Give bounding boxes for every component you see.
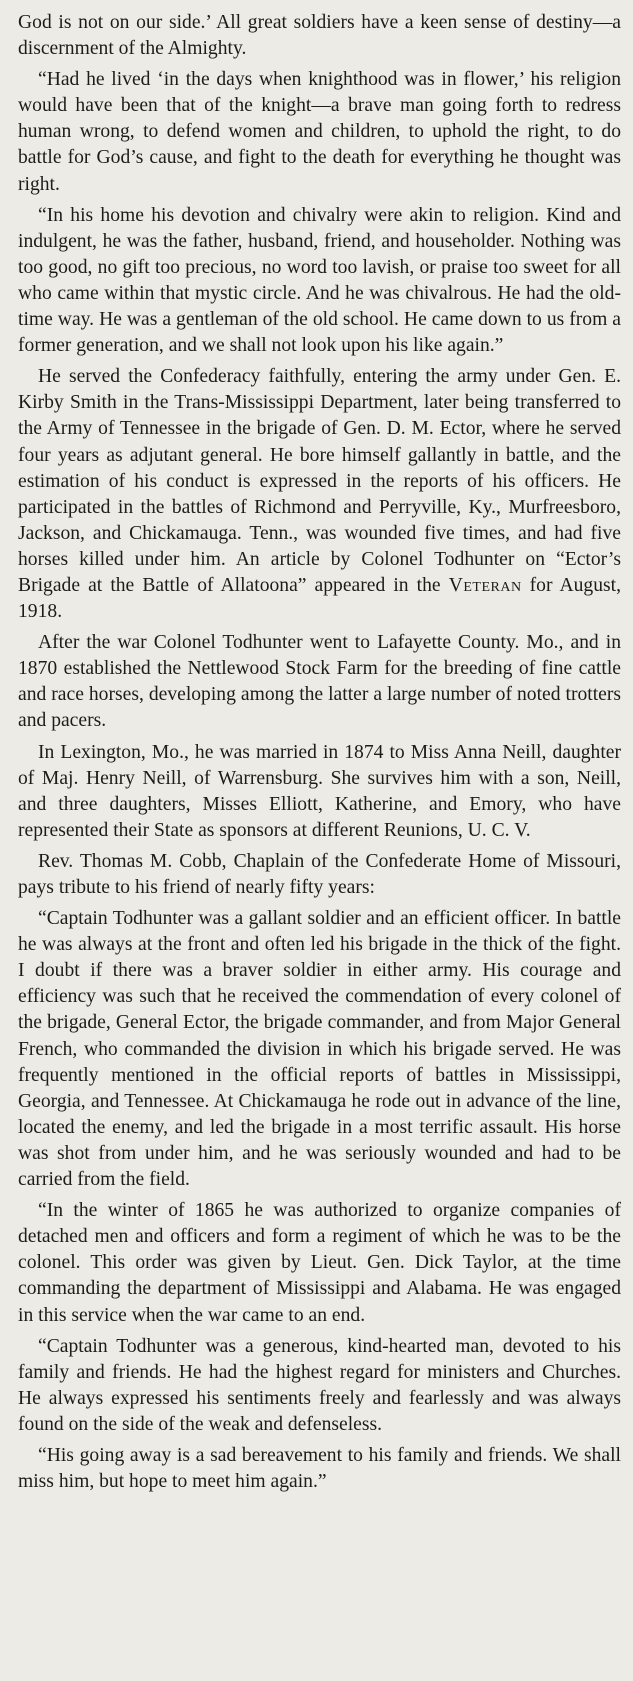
paragraph-4-text: He served the Confederacy faithfully, entering the army under Gen. E. Kirby Smith in the Trans-Mississippi Department, later being transferred to the Army of Tennessee in the brigade of Gen. D. M. Ector, where he served four years as adjutant general. He bore himself gallantly in battle, and the estimation of his conduct is expressed in the reports of his officers. He participated in the battles of Richmond and Perryville, Ky., Murfreesboro, Jackson, and Chickamauga. Tenn., was wounded five times, and had five horses killed under him. An article by Colonel Todhunter on “Ector’s Brigade at the Battle of Allatoona” appeared in the — [18, 366, 621, 596]
paragraph-3: “In his home his devotion and chivalry were akin to religion. Kind and indulgent, he was the father, husband, friend, and householder. Nothing was too good, no gift too precious, no word too lavish, or praise too sweet for all who came within that mystic circle. And he was chivalrous. He had the old-time way. He was a gentleman of the old school. He came down to us from a former generation, and we shall not look upon his like again.” — [18, 204, 621, 357]
paragraph-10: “Captain Todhunter was a generous, kind-hearted man, devoted to his family and friends. He had the highest regard for ministers and Churches. He always expressed his sentiments freely and fearlessly and was always found on the side of the weak and defenseless. — [18, 1335, 621, 1435]
paragraph-1: God is not on our side.’ All great soldiers have a keen sense of destiny—a discernment of the Almighty. — [18, 12, 621, 60]
paragraph-8: “Captain Todhunter was a gallant soldier and an efficient officer. In battle he was always at the front and often led his brigade in the thick of the fight. I doubt if there was a braver soldier in either army. His courage and efficiency was such that he received the commendation of every colonel of the brigade, General Ector, the brigade commander, and from Major General French, who commanded the division in which his brigade served. He was frequently mentioned in the official reports of battles in Mississippi, Georgia, and Tennessee. At Chickamauga he rode out in advance of the line, located the enemy, and led the brigade in a most terrific assault. His horse was shot from under him, and he was seriously wounded and had to be carried from the field. — [18, 908, 621, 1191]
veteran-reference: Veteran — [448, 574, 522, 596]
paragraph-4 — [18, 364, 621, 625]
paragraph-11: “His going away is a sad bereavement to his family and friends. We shall miss him, but hope to meet him again.” — [18, 1444, 621, 1493]
paragraph-7: Rev. Thomas M. Cobb, Chaplain of the Confederate Home of Missouri, pays tribute to his friend of nearly fifty years: — [18, 850, 621, 898]
paragraph-6: In Lexington, Mo., he was married in 1874 to Miss Anna Neill, daughter of Maj. Henry Neill, of Warrensburg. She survives him with a son, Neill, and three daughters, Misses Elliott, Katherine, and Emory, who have represented their State as sponsors at different Reunions, U. C. V. — [18, 741, 621, 841]
paragraph-2: “Had he lived ‘in the days when knighthood was in flower,’ his religion would have been that of the knight—a brave man going forth to redress human wrong, to defend women and children, to uphold the right, to do battle for God’s cause, and fight to the death for everything he thought was right. — [18, 69, 621, 195]
paragraph-4-tail: for August, 1918. — [18, 574, 621, 623]
paragraph-9: “In the winter of 1865 he was authorized to organize companies of detached men and officers and form a regiment of which he was to be the colonel. This order was given by Lieut. Gen. Dick Taylor, at the time commanding the department of Mississippi and Alabama. He was engaged in this service when the war came to an end. — [18, 1200, 621, 1326]
paragraph-5: After the war Colonel Todhunter went to Lafayette County. Mo., and in 1870 established the Nettlewood Stock Farm for the breeding of fine cattle and race horses, developing among the latter a large number of noted trotters and pacers. — [18, 632, 621, 732]
